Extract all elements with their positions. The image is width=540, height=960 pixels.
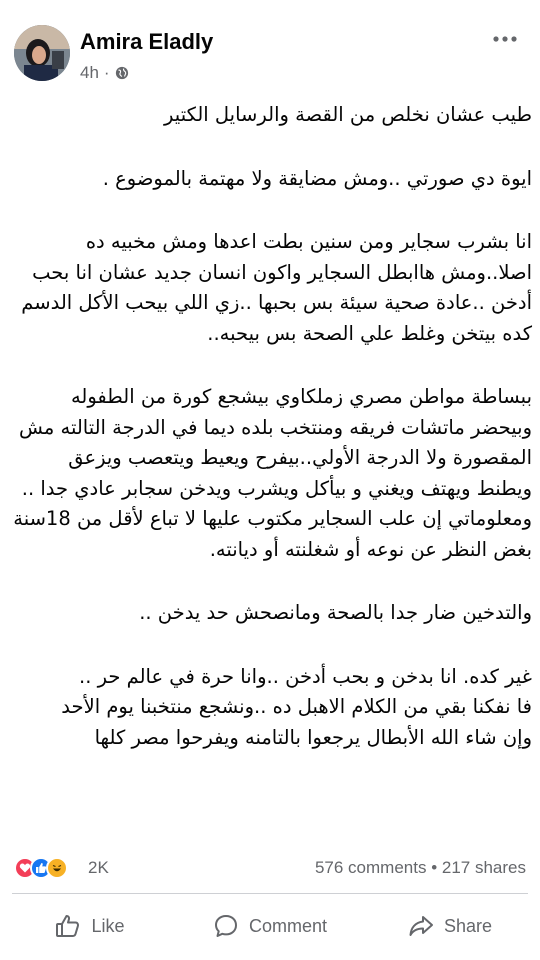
post-time[interactable]: 4h	[80, 63, 99, 82]
post-actions	[0, 898, 540, 954]
author-name[interactable]: Amira Eladly	[80, 29, 214, 54]
meta-separator: ·	[103, 63, 110, 82]
share-icon	[408, 913, 434, 939]
comment-label: Comment	[248, 915, 328, 936]
post-header	[0, 0, 540, 96]
globe-icon	[115, 66, 129, 80]
comment-button[interactable]	[180, 898, 360, 954]
thumbs-up-icon	[55, 913, 81, 939]
post-paragraph: طيب عشان نخلص من القصة والرسايل الكتير	[164, 103, 532, 126]
post-text	[8, 100, 532, 753]
share-button[interactable]	[360, 898, 540, 954]
avatar-photo	[14, 25, 70, 81]
author-avatar[interactable]	[14, 25, 70, 81]
post-paragraph: ببساطة مواطن مصري زملكاوي بيشجع كورة من الطفوله وبيحضر ماتشات فريقه ومنتخب بلده ديما في الدرجة التالته مش المقصورة ولا الدرجة الأولي..بيفرح ويعيط ويتعصب ويزعق ويطنط ويهتف ويغني و بيأكل ويشرب ويدخن سجابر عادي جدا .. ومعلوماتي إن علب السجاير مكتوب عليها لا تباع لأقل من 18سنة بغض النظر عن نوعه أو شغلنته أو ديانته.	[13, 385, 532, 561]
like-label: Like	[91, 915, 125, 936]
post-paragraph: ايوة دي صورتي ..ومش مضايقة ولا مهتمة بالموضوع .	[102, 166, 532, 190]
share-label: Share	[443, 915, 493, 936]
comments-count[interactable]: 576 comments	[314, 858, 427, 877]
haha-icon	[46, 857, 68, 879]
like-button[interactable]	[0, 898, 180, 954]
stats-separator: •	[431, 858, 438, 877]
post-meta	[80, 62, 129, 84]
comment-icon	[213, 913, 239, 939]
reaction-icons[interactable]	[14, 857, 62, 879]
post-paragraph: انا بشرب سجاير ومن سنين بطت اعدها ومش مخبيه ده اصلا..ومش هاابطل السجاير واكون انسان جديد عشان انا بحب أدخن ..عادة صحية سيئة بس بحبها ..زي اللي بيحب الأكل الدسم كده بيتخن وغلط علي الصحة بس بيحبه..	[21, 230, 532, 345]
reactions-bar	[0, 848, 540, 888]
reaction-count[interactable]: 2K	[88, 858, 109, 877]
divider	[12, 893, 528, 894]
more-options-icon[interactable]	[492, 32, 518, 46]
post-paragraph: غير كده. انا بدخن و بحب أدخن ..وانا حرة في عالم حر .. فا نفكنا بقي من الكلام الاهبل ده ..ونشجع منتخبنا يوم الأحد وإن شاء الله الأبطال يرجعوا بالتامنه ويفرحوا مصر كلها	[61, 664, 532, 749]
shares-count[interactable]: 217 shares	[441, 858, 526, 877]
post-paragraph: والتدخين ضار جدا بالصحة ومانصحش حد يدخن ..	[139, 601, 532, 624]
engagement-stats	[315, 857, 526, 879]
